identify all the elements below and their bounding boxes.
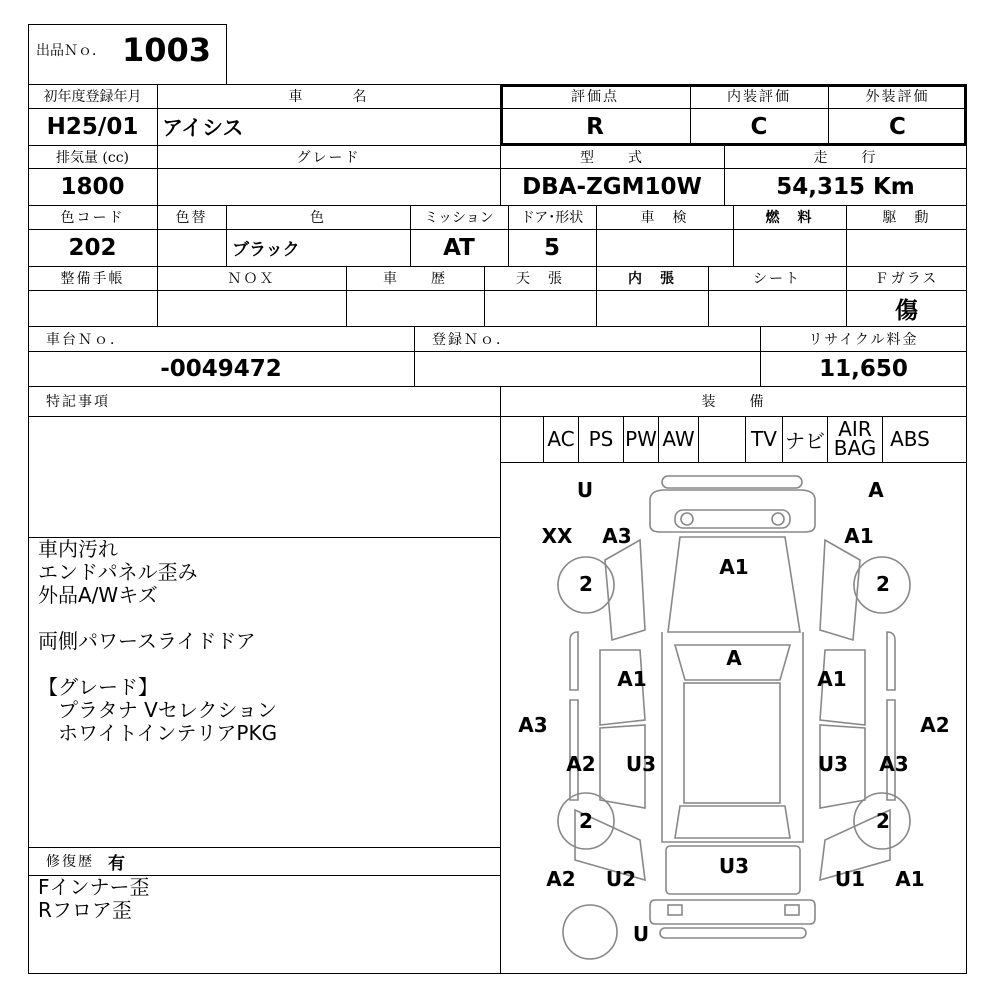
displacement-label: 排気量 (cc) <box>55 149 130 166</box>
inspection-value <box>596 229 733 266</box>
repaint-value <box>157 229 226 266</box>
drive-label: 駆 動 <box>882 210 931 226</box>
color-label: 色 <box>310 210 326 226</box>
grade-label: グレード <box>296 149 361 166</box>
door-value: 5 <box>543 234 560 261</box>
mileage-label: 走 行 <box>813 149 878 166</box>
repaint-label: 色替 <box>175 210 208 226</box>
lot-number: 1003 <box>122 31 212 69</box>
damage-mark: 2 <box>876 572 890 596</box>
car-name-label: 車 名 <box>288 89 369 105</box>
interior-grade-value: C <box>750 113 768 140</box>
interior-lining-label: 内 張 <box>628 271 676 287</box>
registration-no-value <box>414 351 760 386</box>
damage-mark: A <box>868 478 884 502</box>
score-label: 評価点 <box>571 89 619 105</box>
recycle-fee-label: リサイクル料金 <box>808 331 919 348</box>
fuel-value <box>733 229 846 266</box>
damage-mark: 2 <box>579 572 593 596</box>
damage-mark: A2 <box>546 867 576 891</box>
reg-date-value: H25/01 <box>46 113 139 140</box>
equipment-item <box>500 416 543 462</box>
damage-mark: 2 <box>579 809 593 833</box>
chassis-no-value: -0049472 <box>160 355 282 382</box>
mission-label: ミッション <box>424 210 494 226</box>
recycle-fee-value: 11,650 <box>819 355 908 382</box>
equipment-item: ABS <box>882 416 937 462</box>
front-glass-value: 傷 <box>895 297 918 324</box>
equipment-item: PS <box>578 416 623 462</box>
damage-mark: A3 <box>879 752 909 776</box>
door-label: ドア･形状 <box>520 210 584 226</box>
damage-mark: U <box>576 478 594 502</box>
damage-mark: 2 <box>876 809 890 833</box>
lot-label: 出品Ｎｏ． <box>36 43 106 59</box>
damage-mark: A3 <box>518 713 548 737</box>
chassis-no-label: 車台Ｎｏ． <box>46 331 126 348</box>
damage-mark: A3 <box>602 524 632 548</box>
damage-mark: U3 <box>625 752 657 776</box>
equipment-item <box>698 416 745 462</box>
damage-mark: A1 <box>895 867 925 891</box>
equipment-item: TV <box>745 416 782 462</box>
drive-value <box>846 229 967 266</box>
grade-value <box>157 168 500 205</box>
notes-text: 車内汚れ エンドパネル歪み 外品A/Wキズ 両側パワースライドドア 【グレード】 プラタナ Vセレクション ホワイトインテリアPKG <box>38 537 278 745</box>
front-glass-label: Ｆガラス <box>874 271 939 287</box>
damage-mark: XX <box>541 524 573 548</box>
damage-mark: U3 <box>718 854 750 878</box>
repair-history-text: Fインナー歪 Rフロア歪 <box>38 875 150 922</box>
registration-no-label: 登録Ｎｏ． <box>432 331 512 348</box>
equipment-item: AIR BAG <box>827 416 882 462</box>
damage-mark: A <box>726 646 742 670</box>
repair-history-value: 有 <box>108 853 127 874</box>
damage-mark: A2 <box>566 752 596 776</box>
model-label: 型 式 <box>580 149 644 166</box>
damage-mark: A1 <box>719 555 749 579</box>
notes-label: 特記事項 <box>46 394 110 410</box>
equipment-item: AC <box>543 416 578 462</box>
repair-history-label-text: 修復歴 <box>46 854 94 870</box>
seat-label: シート <box>753 271 801 287</box>
exterior-grade-value: C <box>889 113 906 140</box>
color-value: ブラック <box>232 240 300 260</box>
roof-lining-label: 天 張 <box>516 271 564 287</box>
color-code-value: 202 <box>68 234 117 261</box>
equipment-label: 装 備 <box>701 394 766 410</box>
inspection-label: 車 検 <box>640 210 689 226</box>
car-history-label: 車 歴 <box>383 271 447 287</box>
damage-mark: U2 <box>605 867 637 891</box>
mileage-value: 54,315 Km <box>776 173 915 200</box>
mission-value: AT <box>443 234 475 261</box>
damage-mark: A1 <box>844 524 874 548</box>
exterior-grade-label: 外装評価 <box>865 89 930 105</box>
damage-mark: U <box>632 922 650 946</box>
equipment-item: PW <box>623 416 658 462</box>
damage-mark: A2 <box>920 713 950 737</box>
displacement-value: 1800 <box>60 173 125 200</box>
damage-mark: A1 <box>817 667 847 691</box>
repair-history-label <box>28 847 500 875</box>
equipment-row <box>500 416 967 462</box>
nox-label: ＮＯＸ <box>227 271 276 287</box>
model-value: DBA-ZGM10W <box>522 173 702 200</box>
interior-grade-label: 内装評価 <box>727 89 791 105</box>
damage-mark: A1 <box>617 667 647 691</box>
score-value: R <box>586 113 604 140</box>
damage-mark: U3 <box>817 752 849 776</box>
color-code-label: 色コード <box>60 210 125 226</box>
maintenance-book-label: 整備手帳 <box>60 271 125 287</box>
reg-date-label: 初年度登録年月 <box>43 89 142 105</box>
equipment-item: AW <box>658 416 698 462</box>
damage-mark: U1 <box>834 867 866 891</box>
equipment-item: ナビ <box>782 416 827 462</box>
fuel-label: 燃 料 <box>765 210 814 226</box>
car-name-value: アイシス <box>162 115 244 140</box>
